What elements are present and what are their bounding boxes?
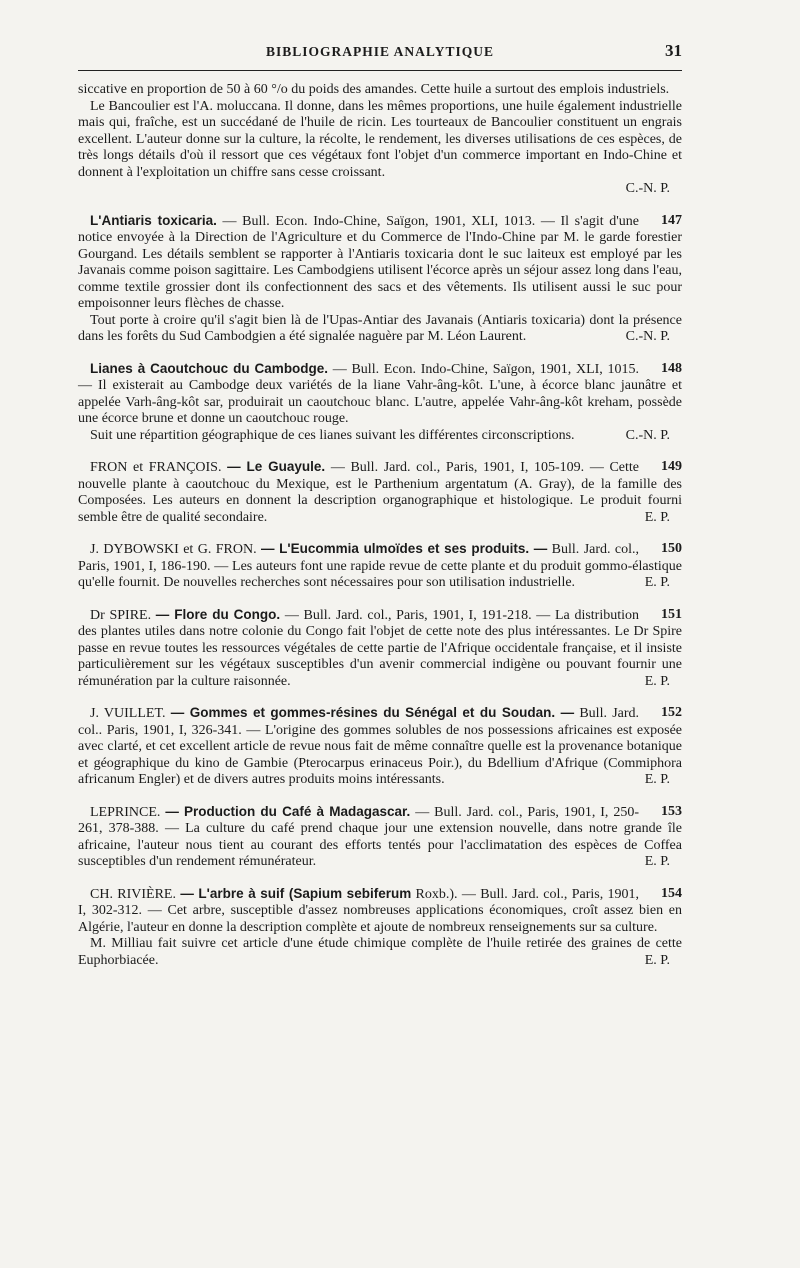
paragraph: — Cet arbre, susceptible d'assez nombreuses applications économiques, croît assez bien en Algérie, l'auteur en donne la description complète et ajoute de nombreux renseignements sur sa culture. — [78, 903, 682, 935]
entry-authors: FRON et FRANÇOIS. — [90, 460, 222, 475]
paragraph: M. Milliau fait suivre cet article d'une étude chimique complète de l'huile retirée des graines de cette Euphorbiacée. — [78, 936, 682, 968]
entry-number: 147 — [661, 212, 682, 228]
entry-title: — Flore du Congo. — [155, 606, 281, 622]
entry-title: Lianes à Caoutchouc du Cambodge. — [90, 360, 329, 376]
signature: E. P. — [644, 509, 670, 525]
page-content — [78, 82, 682, 969]
entry-authors: J. VUILLET. — [90, 706, 166, 721]
header-rule — [78, 70, 682, 71]
page-title: BIBLIOGRAPHIE ANALYTIQUE — [266, 44, 494, 59]
paragraph: Tout porte à croire qu'il s'agit bien là de l'Upas-Antiar des Javanais (Antiaris toxicaria) dont la présence dans les forêts du Sud Cambodgien a été signalée naguère par M. Léon Laurent. — [78, 312, 682, 344]
signature: C.-N. P. — [625, 181, 670, 196]
entry-citation: — Bull. Jard. col., Paris, 1901, I, 105-109. — [330, 460, 585, 475]
signature: E. P. — [644, 952, 670, 968]
paragraph: — L'origine des gommes solubles de nos possessions africaines est exposée avec clarté, et cet excellent article de revue nous fait de même connaître quelle est la provenance botanique et géographique du kino de Gambie (Pterocarpus erinaceus Poir.), du Bdellium d'Afrique (Commiphora africanum Engler) et de divers autres produits moins intéressants. — [78, 722, 683, 787]
entry-authors: CH. RIVIÈRE. — [90, 886, 176, 902]
entry-authors: Dr SPIRE. — [90, 607, 152, 623]
entry-authors: J. DYBOWSKI et G. FRON. — [90, 542, 257, 557]
signature: C.-N. P. — [625, 427, 670, 443]
signature: E. P. — [644, 575, 670, 590]
entry-152 — [78, 705, 682, 789]
entry-title: — Le Guayule. — [227, 459, 326, 474]
signature: C.-N. P. — [625, 329, 670, 344]
entry-number: 151 — [661, 606, 682, 622]
entry-153 — [78, 804, 682, 871]
entry-citation: — Bull. Jard. col., Paris, 1901, I, 191-218. — — [284, 607, 551, 623]
entry-number: 152 — [661, 705, 682, 720]
signature: E. P. — [644, 854, 670, 869]
entry-154 — [78, 886, 682, 970]
entry-citation: Roxb.). — Bull. Jard. col., Paris, 1901, I, 302-312. — [78, 886, 640, 918]
signature: E. P. — [644, 772, 670, 787]
entry-citation: Bull. Jard. col., Paris, 1901, I, 186-190. — [78, 542, 640, 574]
entry-authors: LEPRINCE. — [90, 804, 161, 820]
page-number: 31 — [665, 41, 682, 60]
entry-149 — [78, 459, 682, 526]
entry-number: 149 — [661, 459, 682, 474]
entry-148 — [78, 361, 682, 445]
entry-number: 154 — [661, 885, 682, 901]
paragraph: Suit une répartition géographique de ces lianes suivant les différentes circonscriptions. — [90, 427, 575, 443]
paragraph: Il s'agit d'une notice envoyée à la Direction de l'Agriculture et du Commerce de l'Indo-Chine par M. le garde forestier Gourgand. Les détails semblent se rapporter à l'Antiaris toxicaria dont le suc laiteux est employé par les Javanais comme poison sagittaire. Les Cambodgiens utilisent l'écorce après un séjour assez long dans l'eau, comme textile grossier dont ils confectionnent des sacs et des vêtements. Ils utilisent aussi le suc pour empoisonner leurs flèches de chasse. — [78, 213, 682, 311]
entry-number: 150 — [661, 541, 682, 556]
signature: E. P. — [644, 673, 670, 689]
entry-citation: — Bull. Jard. col., Paris, 1901, I, 250-261, 378-388. — [78, 804, 640, 836]
paragraph: — Les auteurs font une rapide revue de cette plante et du produit gommo-élastique qu'elle fournit. De nouvelles recherches sont nécessaires pour son utilisation industrielle. — [78, 558, 682, 590]
entry-number: 153 — [661, 803, 682, 819]
entry-title: — Gommes et gommes-résines du Sénégal et du Soudan. — — [170, 705, 575, 720]
entry-151 — [78, 607, 682, 691]
entry-title: — L'Eucommia ulmoïdes et ses produits. — — [261, 541, 548, 556]
entry-title: L'Antiaris toxicaria. — [90, 212, 217, 228]
entry-title: — L'arbre à suif (Sapium sebiferum — [180, 885, 412, 901]
entry-150 — [78, 541, 682, 592]
entry-citation: Bull. Jard. col.. Paris, 1901, I, 326-341. — [78, 706, 640, 738]
entry-citation: — Bull. Econ. Indo-Chine, Saïgon, 1901, XLI, 1013. — — [222, 213, 555, 229]
running-head — [78, 41, 682, 68]
paragraph: La distribution des plantes utiles dans notre colonie du Congo fait l'objet de cette note des plus intéressantes. Le Dr Spire passe en revue toutes les ressources végétales de cette partie de l'Afrique occidentale française, et il insiste particulièrement sur les végétaux susceptibles d'un avenir commercial indigène ou pouvant fournir une rémunération par la culture raisonnée. — [78, 607, 682, 689]
entry-continuation — [78, 82, 682, 198]
entry-citation: — Bull. Econ. Indo-Chine, Saïgon, 1901, XLI, 1015. — [332, 361, 639, 377]
entry-number: 148 — [661, 360, 682, 376]
entry-title: — Production du Café à Madagascar. — [165, 803, 411, 819]
paragraph: — Cette nouvelle plante à caoutchouc du Mexique, est le Parthenium argentatum (A. Gray), de la famille des Composées. Les auteurs en donnent la description organographique et histologique. Le produit fourni semble être de qualité secondaire. — [78, 460, 682, 525]
paragraph: — Il existerait au Cambodge deux variétés de la liane Vahr-âng-kôt. L'une, à écorce blanc jaunâtre et appelée Varh-âng-kôt sar, produirait un caoutchouc blanc. L'autre, appelée Vahr-âng-kôt kreham, possède une écorce brune et donne un caoutchouc rouge. — [78, 378, 682, 426]
paragraph: siccative en proportion de 50 à 60 °/o du poids des amandes. Cette huile a surtout des emplois industriels. — [78, 82, 670, 97]
entry-147 — [78, 213, 682, 346]
paragraph: Le Bancoulier est l'A. moluccana. Il donne, dans les mêmes proportions, une huile également industrielle mais qui, fraîche, est un succédané de l'huile de ricin. Les tourteaux de Bancoulier constituent un engrais excellent. L'auteur donne sur la culture, la récolte, le rendement, les diverses utilisations de ces espèces, de très longs détails d'où il ressort que ces végétaux font l'objet d'un commerce important en Indo-Chine et donnent à l'exploitation un chiffre sans cesse croissant. — [78, 98, 682, 180]
paragraph: — La culture du café prend chaque jour une extension nouvelle, dans notre grande île africaine, l'auteur nous tient au courant des efforts tentés pour l'acclimatation des espèces de Coffea susceptibles d'un rendement rémunérateur. — [78, 821, 682, 869]
